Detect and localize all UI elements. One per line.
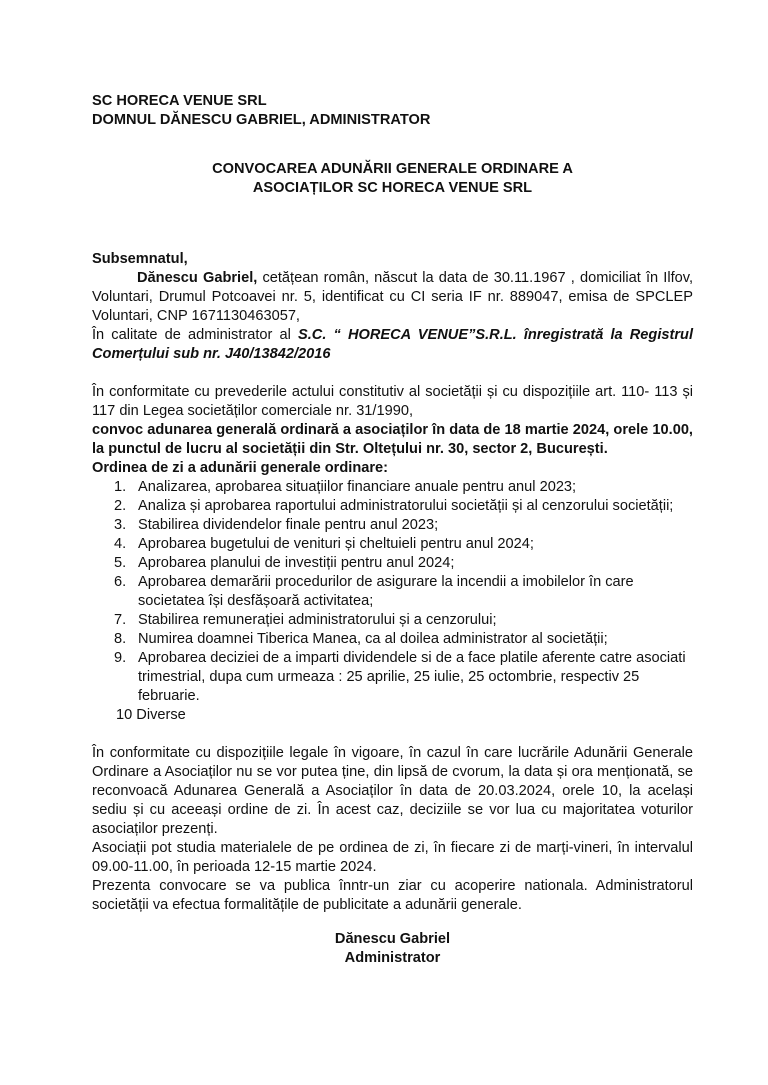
agenda-item — [92, 649, 693, 706]
agenda-item-text: Aprobarea bugetului de venituri și cheltuieli pentru anul 2024; — [138, 536, 534, 552]
document-title-line-2: ASOCIAȚILOR SC HORECA VENUE SRL — [252, 180, 533, 196]
agenda-item — [92, 478, 693, 497]
agenda-item-number: 8. — [114, 631, 127, 647]
convocation-statement: convoc adunarea generală ordinară a asociaților în data de 18 martie 2024, orele 10.00, la punctul de lucru al societății din Str. Oltețului nr. 30, sector 2, București. — [92, 422, 693, 457]
signature-name: Dănescu Gabriel — [334, 931, 451, 947]
reconvene-paragraph: În conformitate cu dispozițiile legale în vigoare, în cazul în care lucrările Adunării Generale Ordinare a Asociaților nu se vor putea ține, din lipsă de cvorum, la data și ora menționată, se reconvoacă Adunarea Generală a Asociaților în data de 20.03.2024, orele 10, la același sediu și cu aceeași ordine de zi. În acest caz, deciziile se vor lua cu majoritatea voturilor asociaților prezenți. — [92, 745, 693, 837]
publication-paragraph: Prezenta convocare se va publica înntr-un ziar cu acoperire nationala. Administratorul societății va efectua formalitățile de publicitate a adunării generale. — [92, 878, 693, 913]
role-paragraph — [92, 326, 693, 364]
document-title-line-1: CONVOCAREA ADUNĂRII GENERALE ORDINARE A — [212, 161, 573, 177]
agenda-item — [92, 516, 693, 535]
agenda-list — [92, 478, 693, 706]
agenda-item — [92, 611, 693, 630]
role-prefix: În calitate de administrator al — [92, 327, 299, 343]
agenda-item-text: Stabilirea dividendelor finale pentru anul 2023; — [138, 517, 439, 533]
agenda-item-text: Numirea doamnei Tiberica Manea, ca al doilea administrator al societății; — [138, 631, 608, 647]
agenda-item-number: 4. — [114, 536, 127, 552]
addressee: DOMNUL DĂNESCU GABRIEL, ADMINISTRATOR — [92, 112, 431, 128]
undersigned-label: Subsemnatul, — [92, 251, 188, 267]
agenda-item-text: Aprobarea deciziei de a imparti dividendele si de a face platile aferente catre asociati trimestrial, dupa cum urmeaza : 25 aprilie, 25 iulie, 25 octombrie, respectiv 25 februarie. — [138, 650, 686, 704]
agenda-title: Ordinea de zi a adunării generale ordinare: — [92, 460, 389, 476]
agenda-item-number: 5. — [114, 555, 127, 571]
company-name: SC HORECA VENUE SRL — [92, 93, 267, 109]
signature-block — [92, 930, 693, 968]
identity-paragraph — [92, 269, 693, 326]
agenda-item — [92, 573, 693, 611]
agenda-item — [92, 497, 693, 516]
agenda-item-text: Stabilirea remunerației administratorului și a cenzorului; — [138, 612, 497, 628]
agenda-item-number: 3. — [114, 517, 127, 533]
materials-paragraph: Asociații pot studia materialele de pe ordinea de zi, în fiecare zi de marți-vineri, în intervalul 09.00-11.00, în perioada 12-15 martie 2024. — [92, 840, 693, 875]
identity-details: cetățean român, născut la data de 30.11.1967 , domiciliat în Ilfov, Voluntari, Drumul Potcoavei nr. 5, identificat cu CI seria IF nr. 889047, emisa de SPCLEP Voluntari, CNP 1671130463057, — [92, 270, 694, 324]
agenda-item-text: Analizarea, aprobarea situațiilor financiare anuale pentru anul 2023; — [138, 479, 577, 495]
agenda-item-number: 6. — [114, 574, 127, 590]
agenda-item — [92, 535, 693, 554]
agenda-item-text: Analiza și aprobarea raportului administratorului societății și al cenzorului societății; — [138, 498, 674, 514]
agenda-item-text: Aprobarea demarării procedurilor de asigurare la incendii a imobilelor în care societatea își desfășoară activitatea; — [138, 574, 634, 609]
agenda-item-number: 2. — [114, 498, 127, 514]
agenda-item — [92, 630, 693, 649]
agenda-item-text: Aprobarea planului de investiții pentru anul 2024; — [138, 555, 455, 571]
administrator-name: Dănescu Gabriel, — [137, 270, 258, 286]
agenda-item-number: 7. — [114, 612, 127, 628]
agenda-item — [92, 554, 693, 573]
agenda-item-10: 10 Diverse — [116, 707, 186, 723]
agenda-item-number: 1. — [114, 479, 127, 495]
company-registration: S.C. “ HORECA VENUE”S.R.L. înregistrată la Registrul Comerțului sub nr. J40/13842/2016 — [92, 327, 694, 362]
legal-basis: În conformitate cu prevederile actului constitutiv al societății și cu dispozițiile art. 110- 113 și 117 din Legea societăților comerciale nr. 31/1990, — [92, 384, 693, 419]
agenda-item-number: 9. — [114, 650, 127, 666]
signature-role: Administrator — [344, 950, 441, 966]
